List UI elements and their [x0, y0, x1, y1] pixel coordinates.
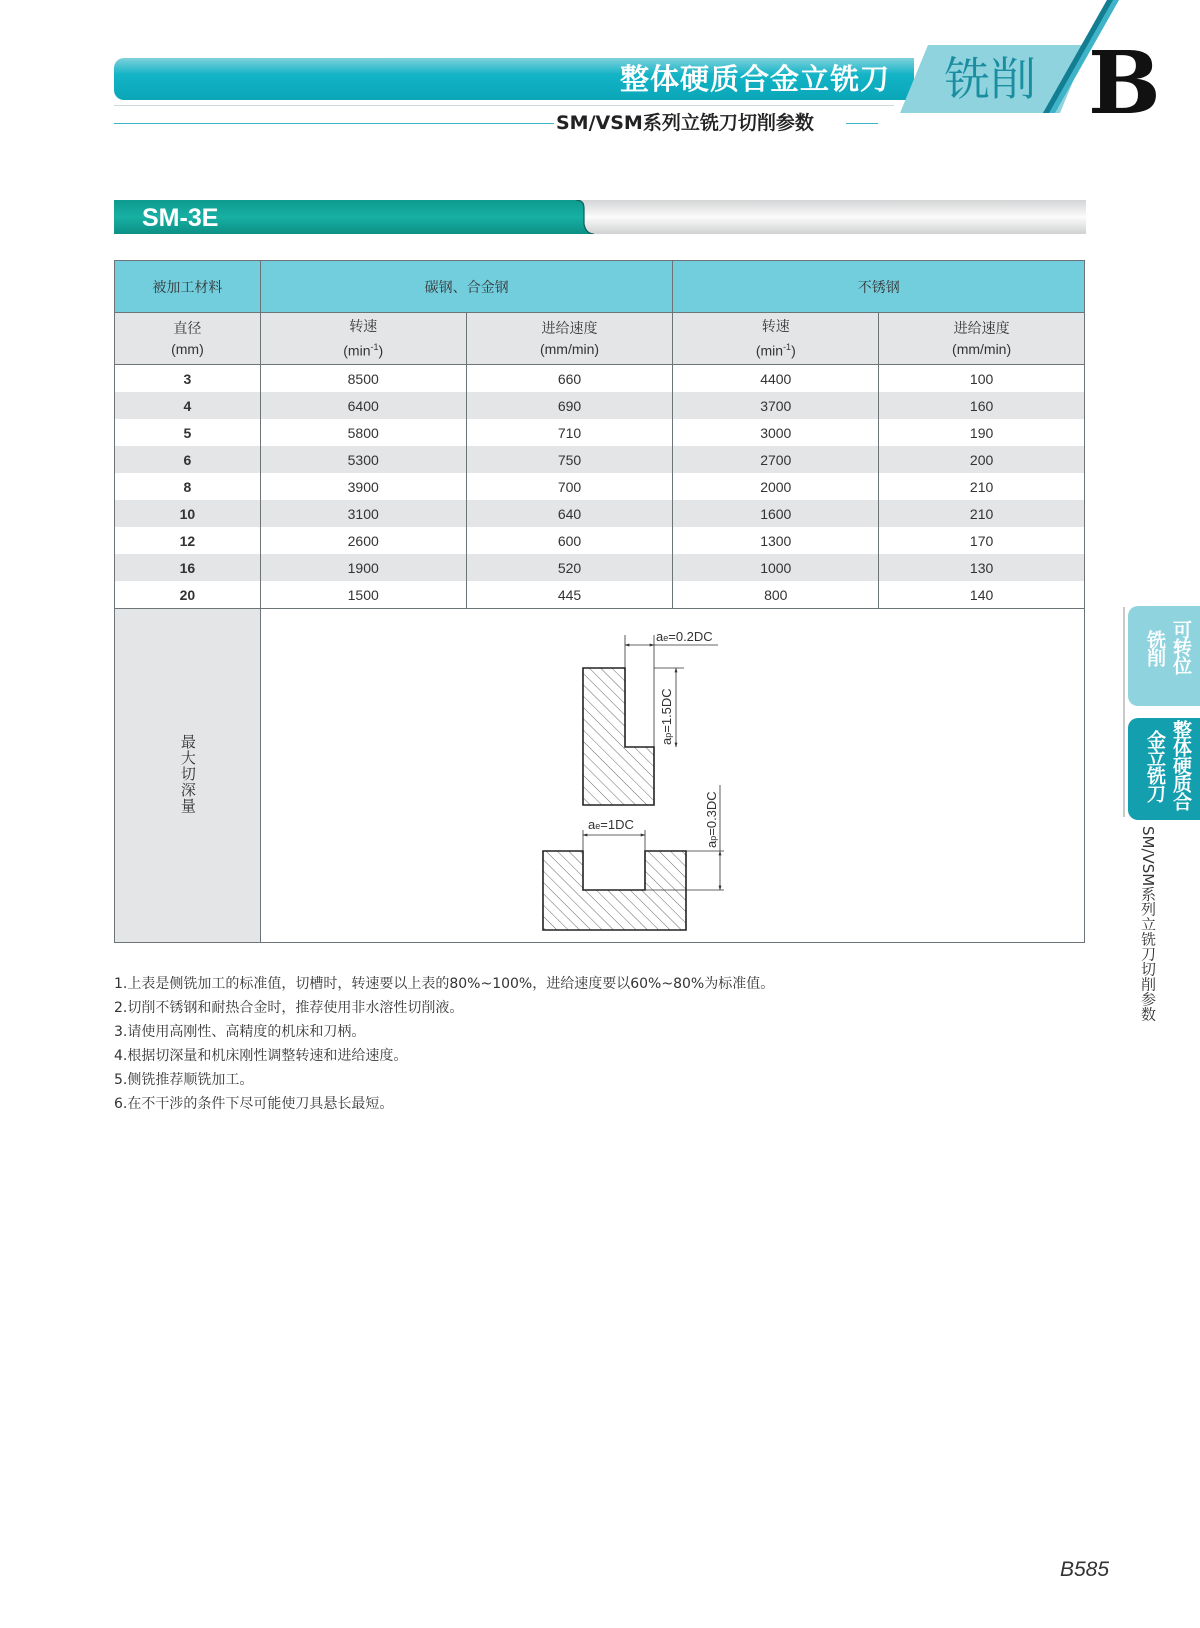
feed-header: 进给速度 (mm/min) — [466, 313, 673, 365]
svg-text:ap=0.3DC: ap=0.3DC — [704, 791, 719, 848]
note-item: 4.根据切深量和机床刚性调整转速和进给速度。 — [114, 1048, 408, 1064]
speed-header: 转速 $(\min^{-1})$ — [673, 313, 879, 365]
side-tab-solid-carbide-endmill[interactable]: 整体硬质合 金立铣刀 — [1128, 718, 1200, 820]
table-row: 8 3900 700 2000 210 — [115, 473, 1085, 500]
material-header: 被加工材料 — [115, 261, 261, 313]
table-header-row — [115, 261, 1085, 313]
notes-list — [114, 972, 774, 1116]
note-item: 2.切削不锈钢和耐热合金时，推荐使用非水溶性切削液。 — [114, 1000, 464, 1016]
speed-header: 转速 $(\min^{-1})$ — [260, 313, 466, 365]
table-row: 3 8500 660 4400 100 — [115, 365, 1085, 393]
table-row: 4 6400 690 3700 160 — [115, 392, 1085, 419]
note-item: 6.在不干涉的条件下尽可能使刀具悬长最短。 — [114, 1096, 394, 1112]
table-row: 5 5800 710 3000 190 — [115, 419, 1085, 446]
svg-text:ae=0.2DC: ae=0.2DC — [656, 629, 713, 644]
table-row: 12 2600 600 1300 170 — [115, 527, 1085, 554]
header-title-bar — [114, 58, 914, 100]
category-label: 铣削 — [944, 52, 1036, 106]
note-item: 5.侧铣推荐顺铣加工。 — [114, 1072, 254, 1088]
section-label: SM-3E — [142, 204, 219, 232]
table-row: 10 3100 640 1600 210 — [115, 500, 1085, 527]
feed-header: 进给速度 (mm/min) — [879, 313, 1085, 365]
table-row: 20 1500 445 800 140 — [115, 581, 1085, 609]
page-number: B585 — [1060, 1558, 1110, 1581]
svg-text:ae=1DC: ae=1DC — [588, 817, 634, 832]
section-bar — [114, 200, 1086, 234]
note-item: 3.请使用高刚性、高精度的机床和刀柄。 — [114, 1024, 366, 1040]
divider — [114, 105, 894, 106]
group-header-carbon-steel: 碳钢、合金钢 — [260, 261, 673, 313]
side-tab-rail — [1123, 607, 1125, 817]
table-row: 6 5300 750 2700 200 — [115, 446, 1085, 473]
slotting-figure — [543, 785, 724, 930]
side-tab-indexable-milling[interactable]: 可转位 铣削 — [1128, 606, 1200, 706]
side-milling-figure — [583, 629, 718, 805]
svg-text:ap=1.5DC: ap=1.5DC — [659, 688, 674, 745]
max-depth-label: 最大切深量 — [115, 609, 261, 943]
diameter-header: 直径 (mm) — [115, 313, 261, 365]
table-row: 16 1900 520 1000 130 — [115, 554, 1085, 581]
divider — [846, 123, 878, 124]
table-subheader-row — [115, 313, 1085, 365]
depth-of-cut-diagram — [530, 620, 750, 940]
divider — [114, 123, 554, 124]
side-caption: SM/VSM系列立铣刀切削参数 — [1139, 826, 1157, 1022]
group-header-stainless-steel: 不锈钢 — [673, 261, 1085, 313]
note-item: 1.上表是侧铣加工的标准值，切槽时，转速要以上表的80%~100%，进给速度要以60%~80%为标准值。 — [114, 976, 775, 992]
page-title: 整体硬质合金立铣刀 — [619, 62, 890, 96]
page-subtitle: SM/VSM系列立铣刀切削参数 — [556, 112, 814, 134]
section-letter: B — [1088, 33, 1161, 134]
